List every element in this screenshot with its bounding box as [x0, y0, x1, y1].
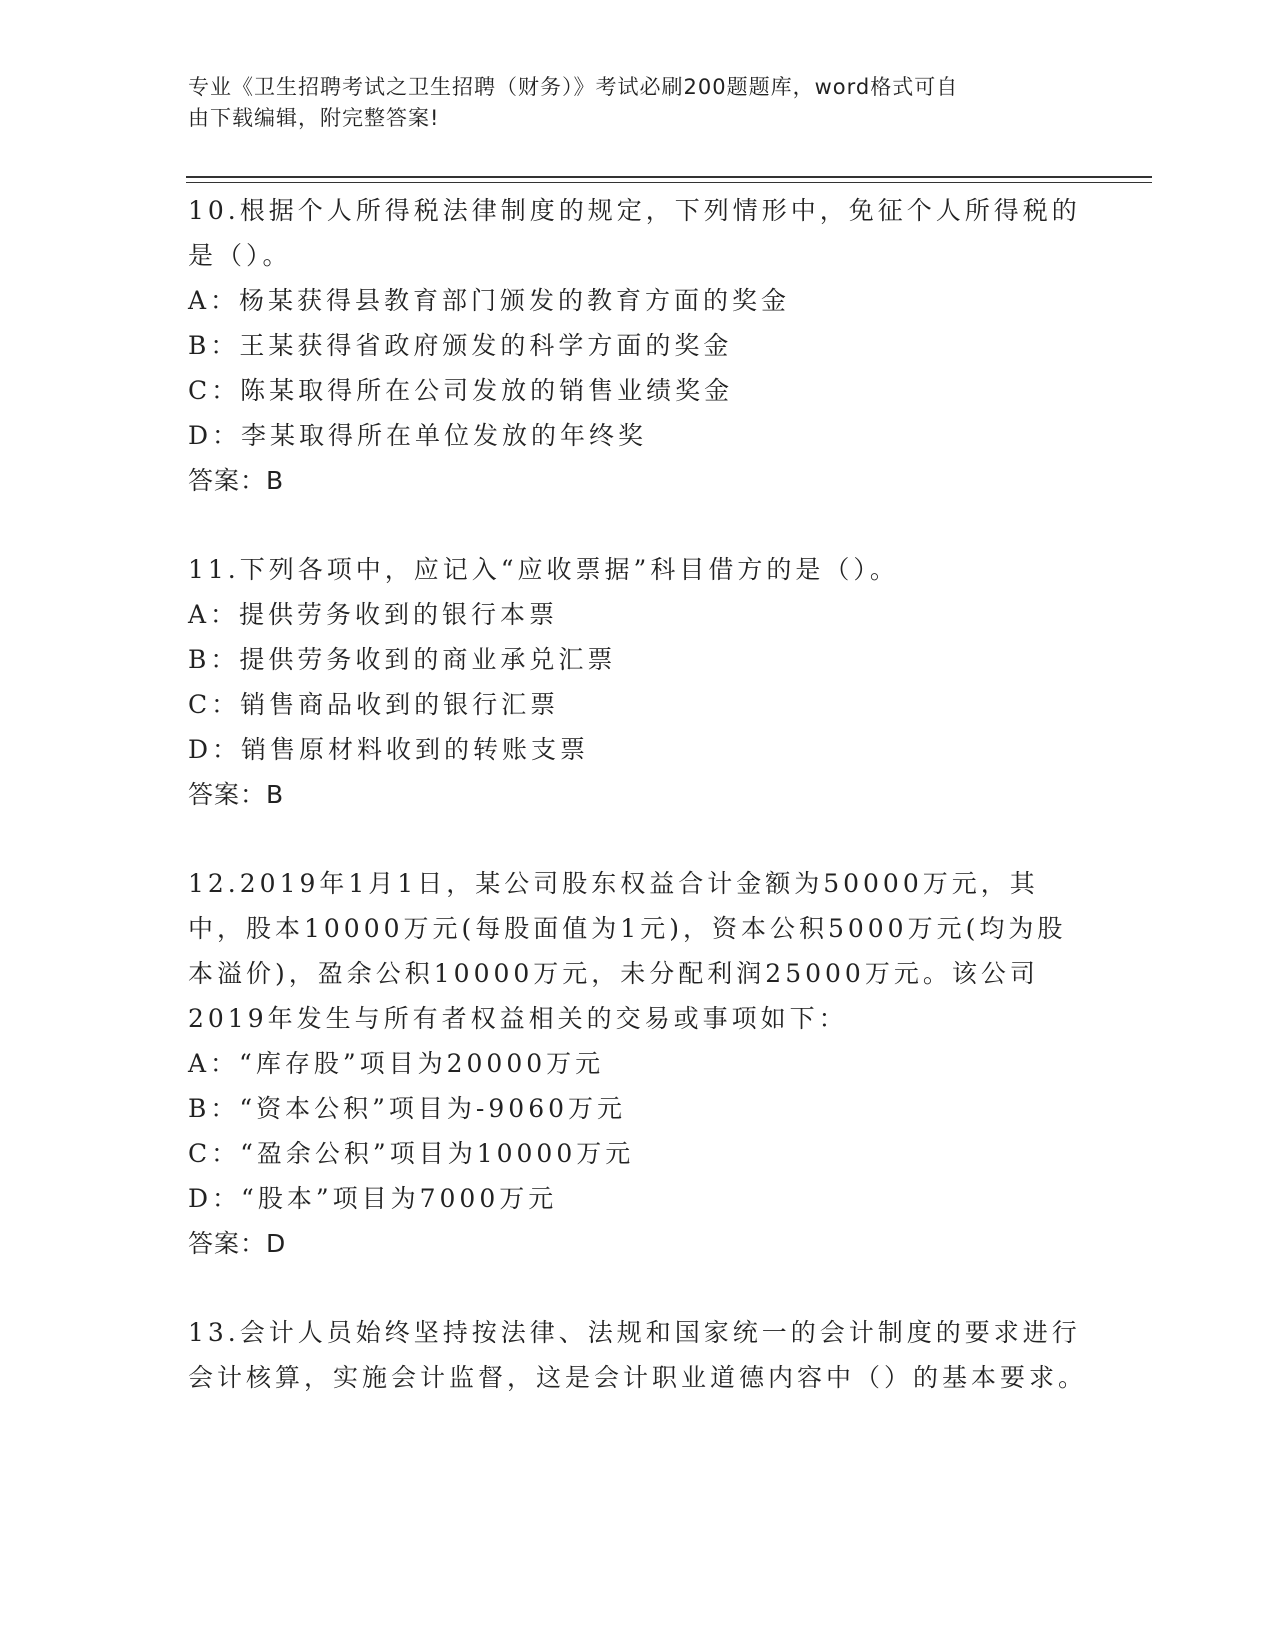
option-d: D：李某取得所在单位发放的年终奖 — [188, 421, 648, 450]
option-a: A：“库存股”项目为20000万元 — [188, 1049, 605, 1078]
answer: 答案：B — [188, 466, 285, 495]
option-b: B：提供劳务收到的商业承兑汇票 — [188, 645, 617, 674]
option-d: D：销售原材料收到的转账支票 — [188, 735, 590, 764]
question-11 — [188, 547, 1088, 817]
option-c: C：陈某取得所在公司发放的销售业绩奖金 — [188, 376, 734, 405]
question-text: 10.根据个人所得税法律制度的规定，下列情形中，免征个人所得税的是（）。 — [188, 196, 1081, 270]
header-title-line-2: 由下载编辑，附完整答案! — [188, 106, 440, 130]
document-header — [188, 72, 1088, 134]
question-text: 13.会计人员始终坚持按法律、法规和国家统一的会计制度的要求进行会计核算，实施会计监督，这是会计职业道德内容中（）的基本要求。 — [188, 1318, 1088, 1392]
question-text: 11.下列各项中，应记入“应收票据”科目借方的是（）。 — [188, 555, 899, 584]
option-d: D：“股本”项目为7000万元 — [188, 1184, 558, 1213]
option-c: C：销售商品收到的银行汇票 — [188, 690, 560, 719]
option-a: A：杨某获得县教育部门颁发的教育方面的奖金 — [188, 286, 791, 315]
question-10 — [188, 188, 1088, 503]
option-b: B：王某获得省政府颁发的科学方面的奖金 — [188, 331, 733, 360]
option-b: B：“资本公积”项目为-9060万元 — [188, 1094, 627, 1123]
answer: 答案：B — [188, 780, 285, 809]
header-divider-thick — [186, 176, 1152, 178]
answer: 答案：D — [188, 1229, 287, 1258]
header-divider-thin — [186, 182, 1152, 183]
question-list — [188, 188, 1088, 1444]
option-c: C：“盈余公积”项目为10000万元 — [188, 1139, 635, 1168]
question-text: 12.2019年1月1日，某公司股东权益合计金额为50000万元，其中，股本10000万元(每股面值为1元)，资本公积5000万元(均为股本溢价)，盈余公积10000万元，未分配利润25000万元。该公司2019年发生与所有者权益相关的交易或事项如下： — [188, 869, 1067, 1033]
header-title-line-1: 专业《卫生招聘考试之卫生招聘（财务）》考试必刷200题题库，word格式可自 — [188, 75, 959, 99]
question-12 — [188, 861, 1088, 1266]
question-13 — [188, 1310, 1088, 1400]
option-a: A：提供劳务收到的银行本票 — [188, 600, 559, 629]
